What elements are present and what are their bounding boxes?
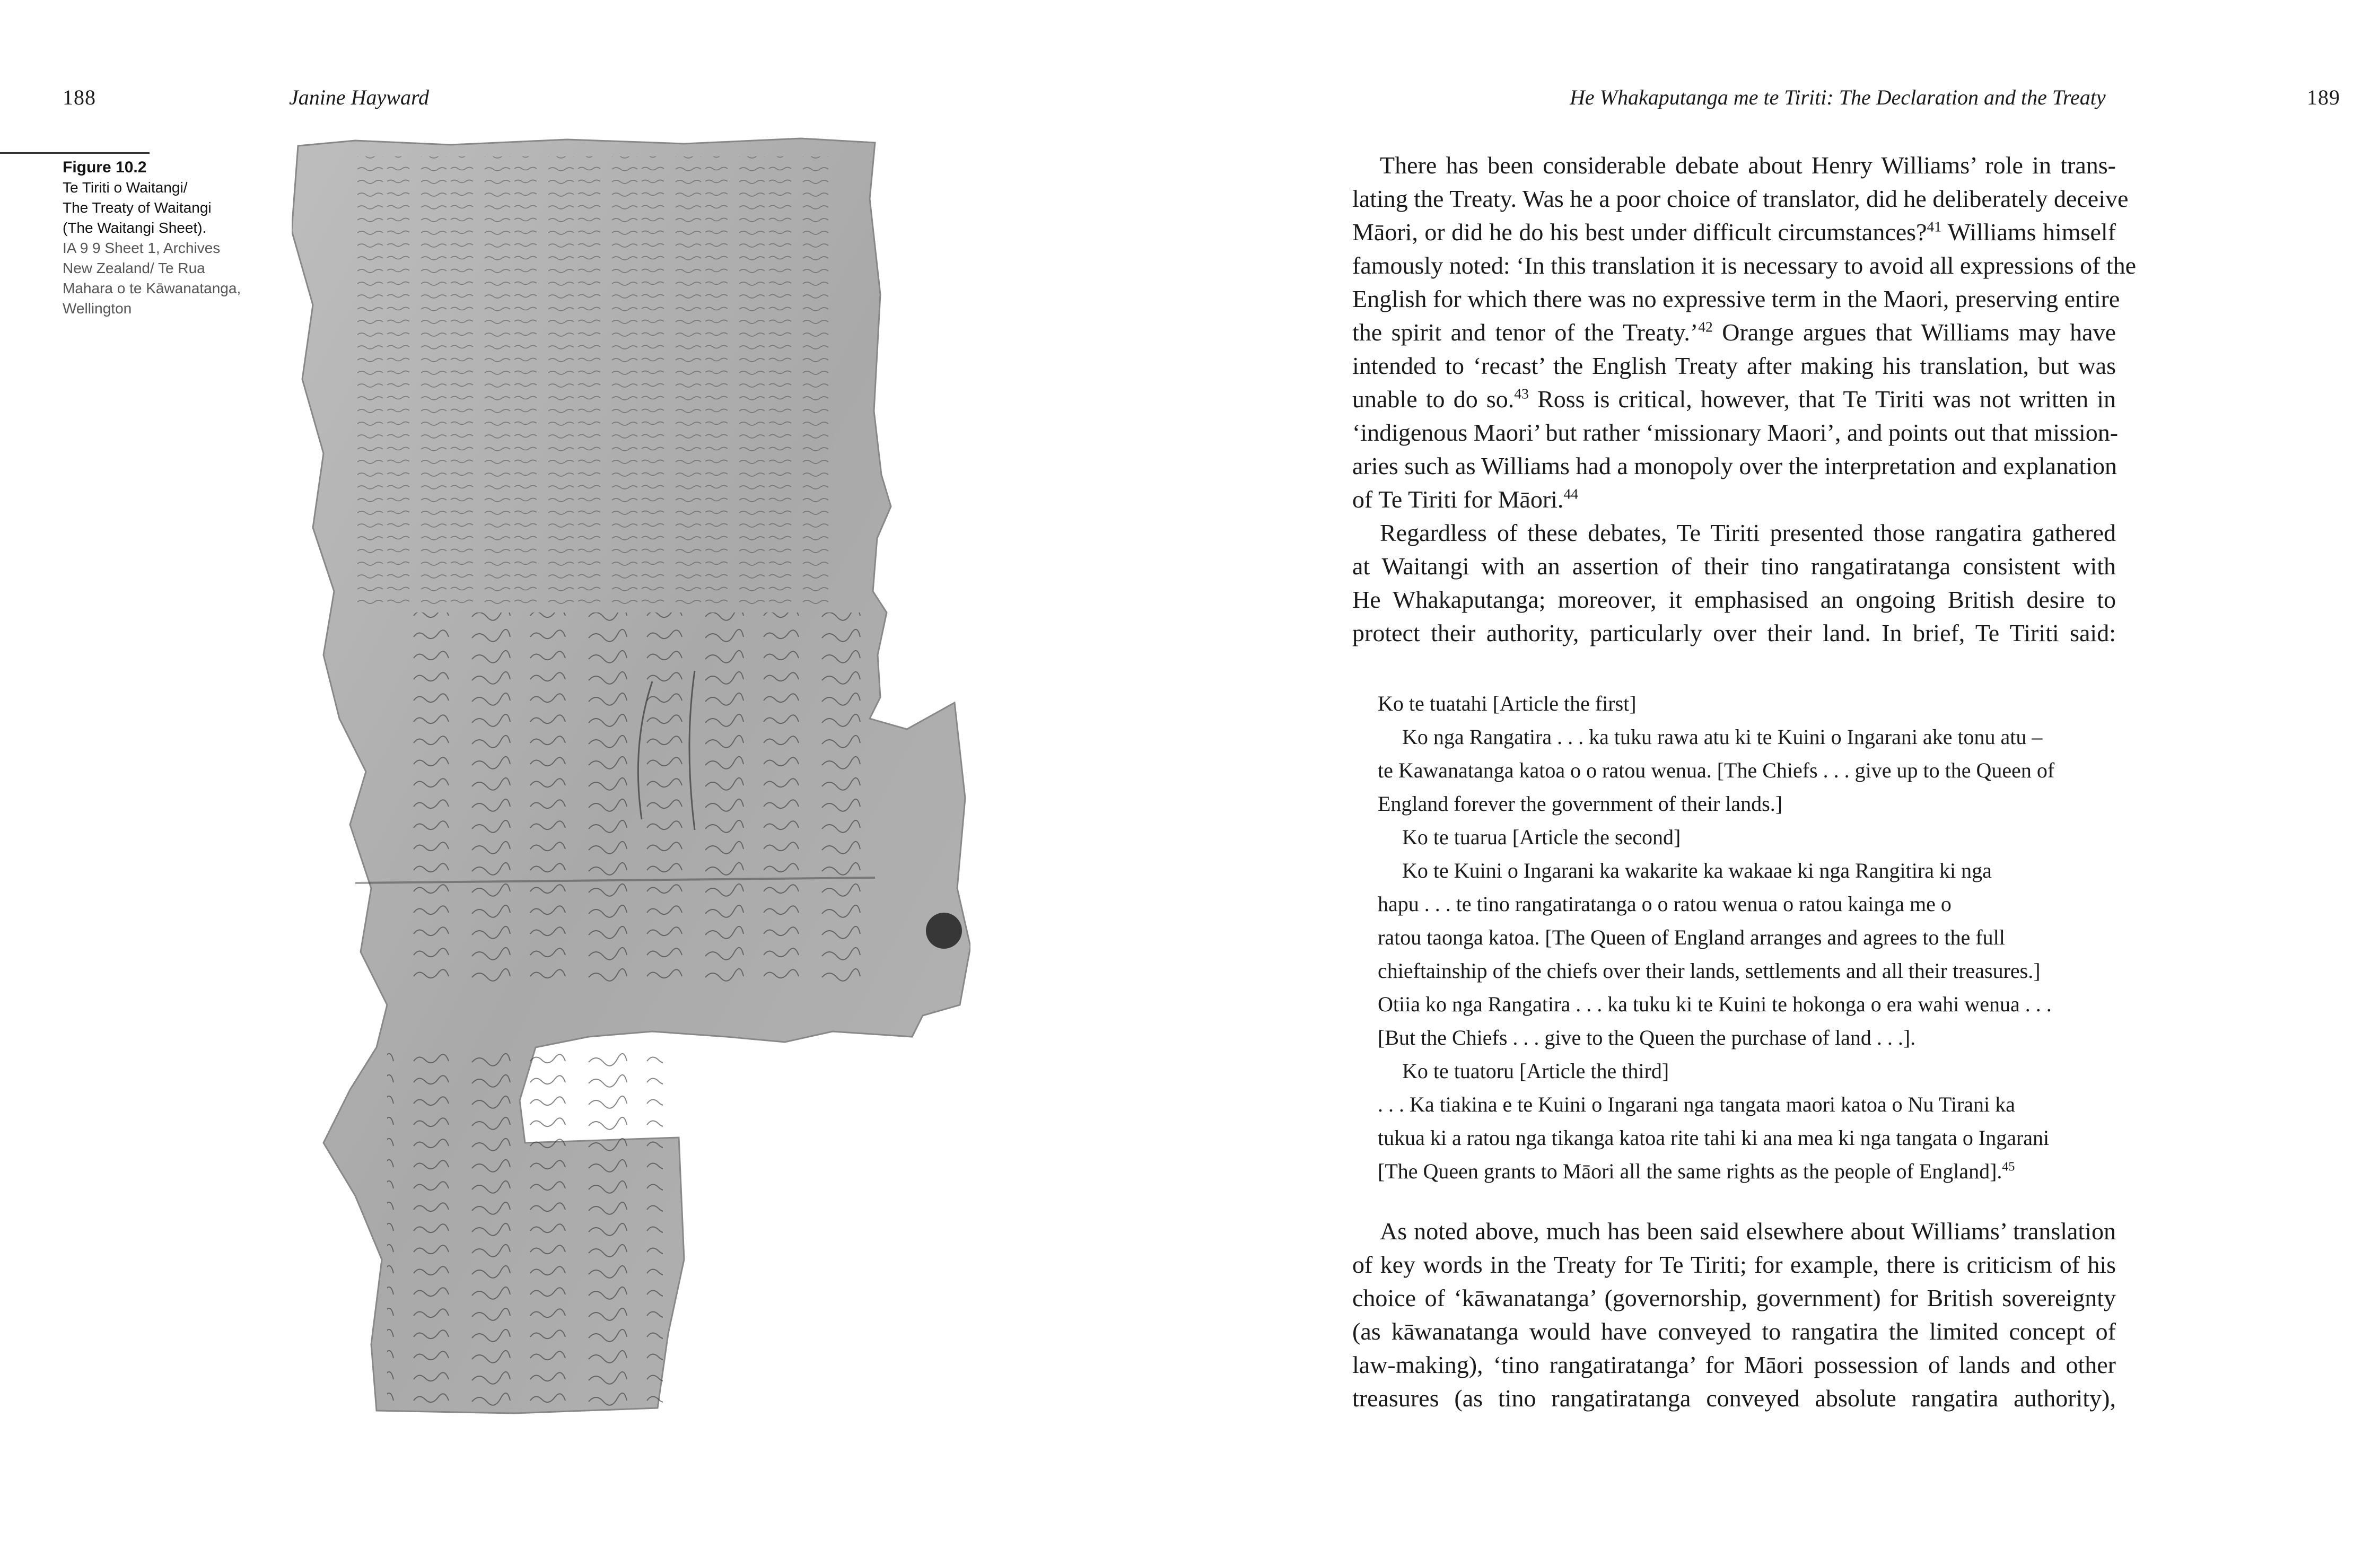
text-line: protect their authority, particularly over their land. In brief, Te Tiriti said: (1352, 619, 2116, 646)
quote-line: [But the Chiefs . . . give to the Queen the purchase of land . . .]. (1378, 1026, 1916, 1049)
text-line: He Whakaputanga; moreover, it emphasised an ongoing British desire to (1352, 586, 2116, 613)
text-line: treasures (as tino rangatiratanga conveyed absolute rangatira authority), (1352, 1385, 2116, 1412)
text-line: of Te Tiriti for Māori.$^{44}$ (1352, 485, 1579, 513)
text-line: law-making), ‘tino rangatiratanga’ for Māori possession of lands and other (1352, 1351, 2116, 1378)
quote-line: England forever the government of their lands.] (1378, 792, 1783, 816)
text-line: at Waitangi with an assertion of their tino rangatiratanga consistent with (1352, 553, 2116, 580)
quote-line: [The Queen grants to Māori all the same rights as the people of England].$^{45}$ (1378, 1159, 2015, 1183)
text-line: unable to do so.$^{43}$ Ross is critical, however, that Te Tiriti was not written in (1352, 385, 2116, 413)
paragraph-1 (1352, 148, 2137, 650)
caption-rule (0, 152, 150, 154)
figure-source-line: IA 9 9 Sheet 1, Archives (63, 240, 221, 256)
text-line: of key words in the Treaty for Te Tiriti; for example, there is criticism of his (1352, 1251, 2116, 1278)
quote-line: . . . Ka tiakina e te Kuini o Ingarani nga tangata maori katoa o Nu Tirani ka (1378, 1092, 2015, 1116)
note-ref[interactable]: 42 (1698, 318, 1713, 335)
text-line: aries such as Williams had a monopoly over the interpretation and explanation (1352, 452, 2118, 479)
text-line: intended to ‘recast’ the English Treaty after making his translation, but was (1352, 352, 2116, 379)
quote-line: Otiia ko nga Rangatira . . . ka tuku ki te Kuini te hokonga o era wahi wenua . . . (1378, 992, 2052, 1016)
right-running-head: He Whakaputanga me te Tiriti: The Declaration and the Treaty (1570, 85, 2106, 109)
left-running-head: Janine Hayward (289, 85, 430, 109)
quote-line: Ko nga Rangatira . . . ka tuku rawa atu ki te Kuini o Ingarani ake tonu atu – (1402, 725, 2043, 749)
text-line: famously noted: ‘In this translation it is necessary to avoid all expressions of the (1352, 252, 2137, 279)
quote-line: Ko te tuatoru [Article the third] (1402, 1059, 1669, 1083)
figure-source-line: New Zealand/ Te Rua (63, 260, 205, 276)
quote-line: Ko te Kuini o Ingarani ka wakarite ka wakaae ki nga Rangitira ki nga (1402, 859, 1992, 882)
text-line: choice of ‘kāwanatanga’ (governorship, government) for British sovereignty (1352, 1284, 2116, 1311)
figure-title-line: Te Tiriti o Waitangi/ (63, 179, 188, 196)
text-line: ‘indigenous Maori’ but rather ‘missionary Maori’, and points out that mission- (1352, 419, 2119, 446)
treaty-quote (1378, 687, 2120, 1188)
figure-source-line: Mahara o te Kāwanatanga, (63, 280, 241, 296)
note-ref[interactable]: 41 (1927, 218, 1942, 235)
note-ref[interactable]: 45 (2002, 1160, 2015, 1174)
quote-line: chieftainship of the chiefs over their lands, settlements and all their treasures.] (1378, 959, 2041, 983)
note-ref[interactable]: 43 (1514, 385, 1529, 402)
quote-line: hapu . . . te tino rangatiratanga o o ratou wenua o ratou kainga me o (1378, 892, 1952, 916)
text-line: There has been considerable debate about Henry Williams’ role in trans- (1380, 152, 2116, 179)
treaty-document-image (292, 135, 970, 1419)
quote-line: Ko te tuarua [Article the second] (1402, 825, 1681, 849)
text-line: (as kāwanatanga would have conveyed to rangatira the limited concept of (1352, 1318, 2116, 1345)
figure-label: Figure 10.2 (63, 159, 147, 176)
text-line: Māori, or did he do his best under difficult circumstances?$^{41}$ Williams himself (1352, 218, 2116, 246)
figure-title-line: The Treaty of Waitangi (63, 199, 212, 216)
quote-line: ratou taonga katoa. [The Queen of England arranges and agrees to the full (1378, 925, 2005, 949)
text-line: English for which there was no expressive term in the Maori, preserving entire (1352, 285, 2120, 312)
figure-title-line: (The Waitangi Sheet). (63, 220, 207, 236)
text-line: Regardless of these debates, Te Tiriti presented those rangatira gathered (1380, 519, 2116, 546)
note-ref[interactable]: 44 (1563, 485, 1579, 502)
figure-caption (63, 158, 275, 319)
paragraph-3 (1352, 1214, 2116, 1415)
text-line: As noted above, much has been said elsewhere about Williams’ translation (1380, 1218, 2116, 1245)
quote-line: te Kawanatanga katoa o o ratou wenua. [The Chiefs . . . give up to the Queen of (1378, 758, 2055, 782)
text-line: the spirit and tenor of the Treaty.’$^{42}$ Orange argues that Williams may have (1352, 318, 2116, 346)
text-line: lating the Treaty. Was he a poor choice of translator, did he deliberately deceive (1352, 185, 2129, 212)
figure-source-line: Wellington (63, 300, 132, 317)
quote-line: Ko te tuatahi [Article the first] (1378, 692, 1637, 715)
quote-line: tukua ki a ratou nga tikanga katoa rite tahi ki ana mea ki nga tangata o Ingarani (1378, 1126, 2050, 1150)
right-page-number: 189 (2307, 85, 2340, 109)
left-page-number: 188 (63, 85, 96, 109)
